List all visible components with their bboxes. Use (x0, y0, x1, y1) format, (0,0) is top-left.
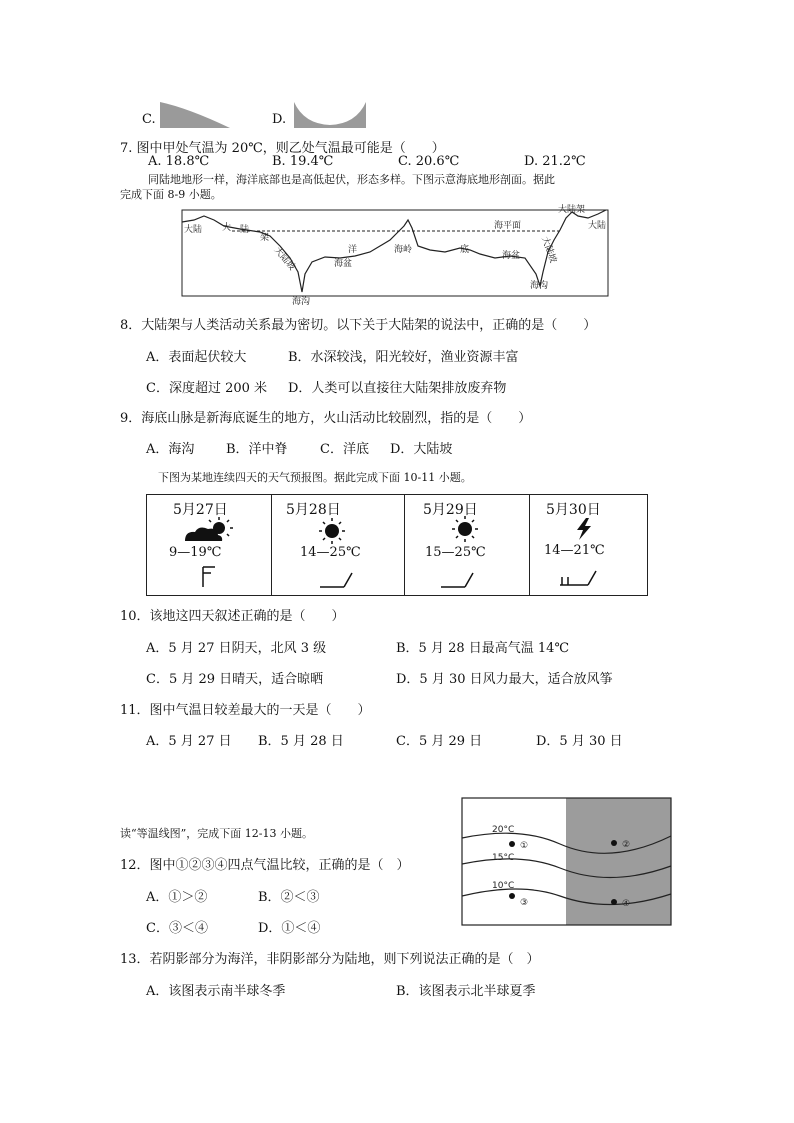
q8-stem: 8．大陆架与人类活动关系最为密切。以下关于大陆架的说法中，正确的是（ ） (120, 318, 597, 333)
option-d-figure (292, 100, 368, 130)
wind-barb-icon (439, 567, 475, 589)
label-continent-left: 大陆 (184, 225, 203, 235)
point-3-dot (509, 893, 515, 899)
q11-option-b: B．5 月 28 日 (258, 734, 344, 749)
q8-option-a: A．表面起伏较大 (146, 350, 247, 365)
label-basin-left: 海盆 (334, 259, 353, 269)
forecast-date-3: 5月29日 (423, 502, 478, 518)
q12-option-a: A．①＞② (146, 890, 208, 905)
q10-option-b: B．5 月 28 日最高气温 14℃ (396, 641, 569, 656)
q11-option-d: D．5 月 30 日 (536, 734, 623, 749)
q10-option-c: C．5 月 29 日晴天，适合晾晒 (146, 672, 324, 687)
label-continent-right: 大陆 (588, 221, 607, 231)
point-2-label: ② (622, 840, 631, 850)
label-floor-di: 底 (460, 245, 470, 255)
q10-option-a: A．5 月 27 日阴天，北风 3 级 (146, 641, 327, 656)
sunny-icon (449, 515, 481, 543)
wind-barb-icon (318, 567, 354, 589)
q8-option-c: C．深度超过 200 米 (146, 381, 268, 396)
q7-option-d: D. 21.2℃ (524, 154, 586, 169)
option-c-letter: C. (142, 112, 156, 127)
forecast-date-2: 5月28日 (286, 502, 341, 518)
q9-stem: 9．海底山脉是新海底诞生的地方，火山活动比较剧烈，指的是（ ） (120, 411, 532, 426)
q12-option-d: D．①＜④ (258, 921, 321, 936)
q9-option-b: B．洋中脊 (226, 442, 288, 457)
isotherm-label-10: 10°C (492, 881, 515, 891)
q9-option-d: D．大陆坡 (390, 442, 453, 457)
point-1-label: ① (520, 841, 529, 851)
option-d-shape (294, 102, 366, 128)
point-2-dot (611, 840, 617, 846)
intro-8-9-line1: 同陆地地形一样，海洋底部也是高低起伏，形态多样。下图示意海底地形剖面。据此 (148, 173, 555, 186)
forecast-cell-2 (272, 495, 405, 595)
q13-option-b: B．该图表示北半球夏季 (396, 984, 536, 999)
forecast-date-1: 5月27日 (173, 502, 228, 518)
label-shelf-right: 大陆架 (558, 205, 586, 215)
q10-option-d: D．5 月 30 日风力最大，适合放风筝 (396, 672, 613, 687)
q9-option-a: A．海沟 (146, 442, 195, 457)
point-3-label: ③ (520, 898, 529, 908)
label-ridge: 海岭 (394, 245, 413, 255)
forecast-temp-3: 15—25℃ (425, 545, 486, 560)
seafloor-profile-diagram (180, 202, 610, 306)
label-trench-right: 海沟 (530, 281, 549, 291)
forecast-temp-4: 14—21℃ (544, 543, 605, 558)
option-c-figure (158, 100, 232, 130)
isotherm-label-20: 20°C (492, 825, 515, 835)
label-shelf-jia: 架 (260, 233, 270, 243)
sunny-icon (316, 517, 348, 545)
intro-8-9-line2: 完成下面 8-9 小题。 (120, 188, 222, 201)
q7-option-c: C. 20.6℃ (398, 154, 460, 169)
wind-barb-strong-icon (558, 565, 598, 589)
q12-option-c: C．③＜④ (146, 921, 208, 936)
q11-stem: 11．图中气温日较差最大的一天是（ ） (120, 703, 371, 718)
option-c-shape (160, 102, 230, 128)
forecast-temp-2: 14—25℃ (300, 545, 361, 560)
q8-option-d: D．人类可以直接往大陆架排放废弃物 (288, 381, 507, 396)
label-shelf-lu: 陆 (240, 225, 250, 235)
q7-option-a: A. 18.8℃ (148, 154, 210, 169)
wind-barb-north-icon (199, 565, 223, 589)
partly-cloudy-icon (181, 517, 241, 543)
label-trench-left: 海沟 (292, 297, 311, 306)
q8-option-b: B．水深较浅，阳光较好，渔业资源丰富 (288, 350, 519, 365)
forecast-cell-4 (530, 495, 647, 595)
thunder-icon (574, 517, 594, 541)
intro-12-13: 读“等温线图”，完成下面 12-13 小题。 (120, 827, 313, 840)
isotherm-diagram (460, 796, 674, 928)
isotherm-label-15: 15°C (492, 853, 515, 863)
weather-forecast-table (146, 494, 648, 596)
q11-option-a: A．5 月 27 日 (146, 734, 232, 749)
label-slope-left: 大陆坡 (271, 245, 297, 273)
q10-stem: 10．该地这四天叙述正确的是（ ） (120, 609, 345, 624)
point-1-dot (509, 841, 515, 847)
ocean-shaded-area (566, 798, 671, 925)
point-4-label: ④ (622, 899, 631, 909)
intro-10-11: 下图为某地连续四天的天气预报图。据此完成下面 10-11 小题。 (158, 471, 472, 484)
label-slope-right: 大陆坡 (539, 235, 558, 265)
label-ocean-yang: 洋 (348, 245, 358, 255)
point-4-dot (611, 899, 617, 905)
q12-stem: 12．图中①②③④四点气温比较，正确的是（ ） (120, 858, 410, 873)
q9-option-c: C．洋底 (320, 442, 369, 457)
q12-option-b: B．②＜③ (258, 890, 320, 905)
q13-option-a: A．该图表示南半球冬季 (146, 984, 286, 999)
q13-stem: 13．若阴影部分为海洋，非阴影部分为陆地，则下列说法正确的是（ ） (120, 952, 540, 967)
forecast-date-4: 5月30日 (546, 502, 601, 518)
q7-option-b: B. 19.4℃ (272, 154, 334, 169)
forecast-cell-1 (147, 495, 272, 595)
forecast-cell-3 (405, 495, 530, 595)
forecast-temp-1: 9—19℃ (169, 545, 222, 560)
q7-stem: 7. 图中甲处气温为 20℃，则乙处气温最可能是（ ） (120, 141, 445, 156)
q11-option-c: C．5 月 29 日 (396, 734, 483, 749)
option-d-letter: D. (272, 112, 287, 127)
label-basin-right: 海盆 (502, 251, 521, 261)
label-sea-level: 海平面 (494, 221, 522, 231)
label-shelf-da: 大 (222, 223, 232, 233)
